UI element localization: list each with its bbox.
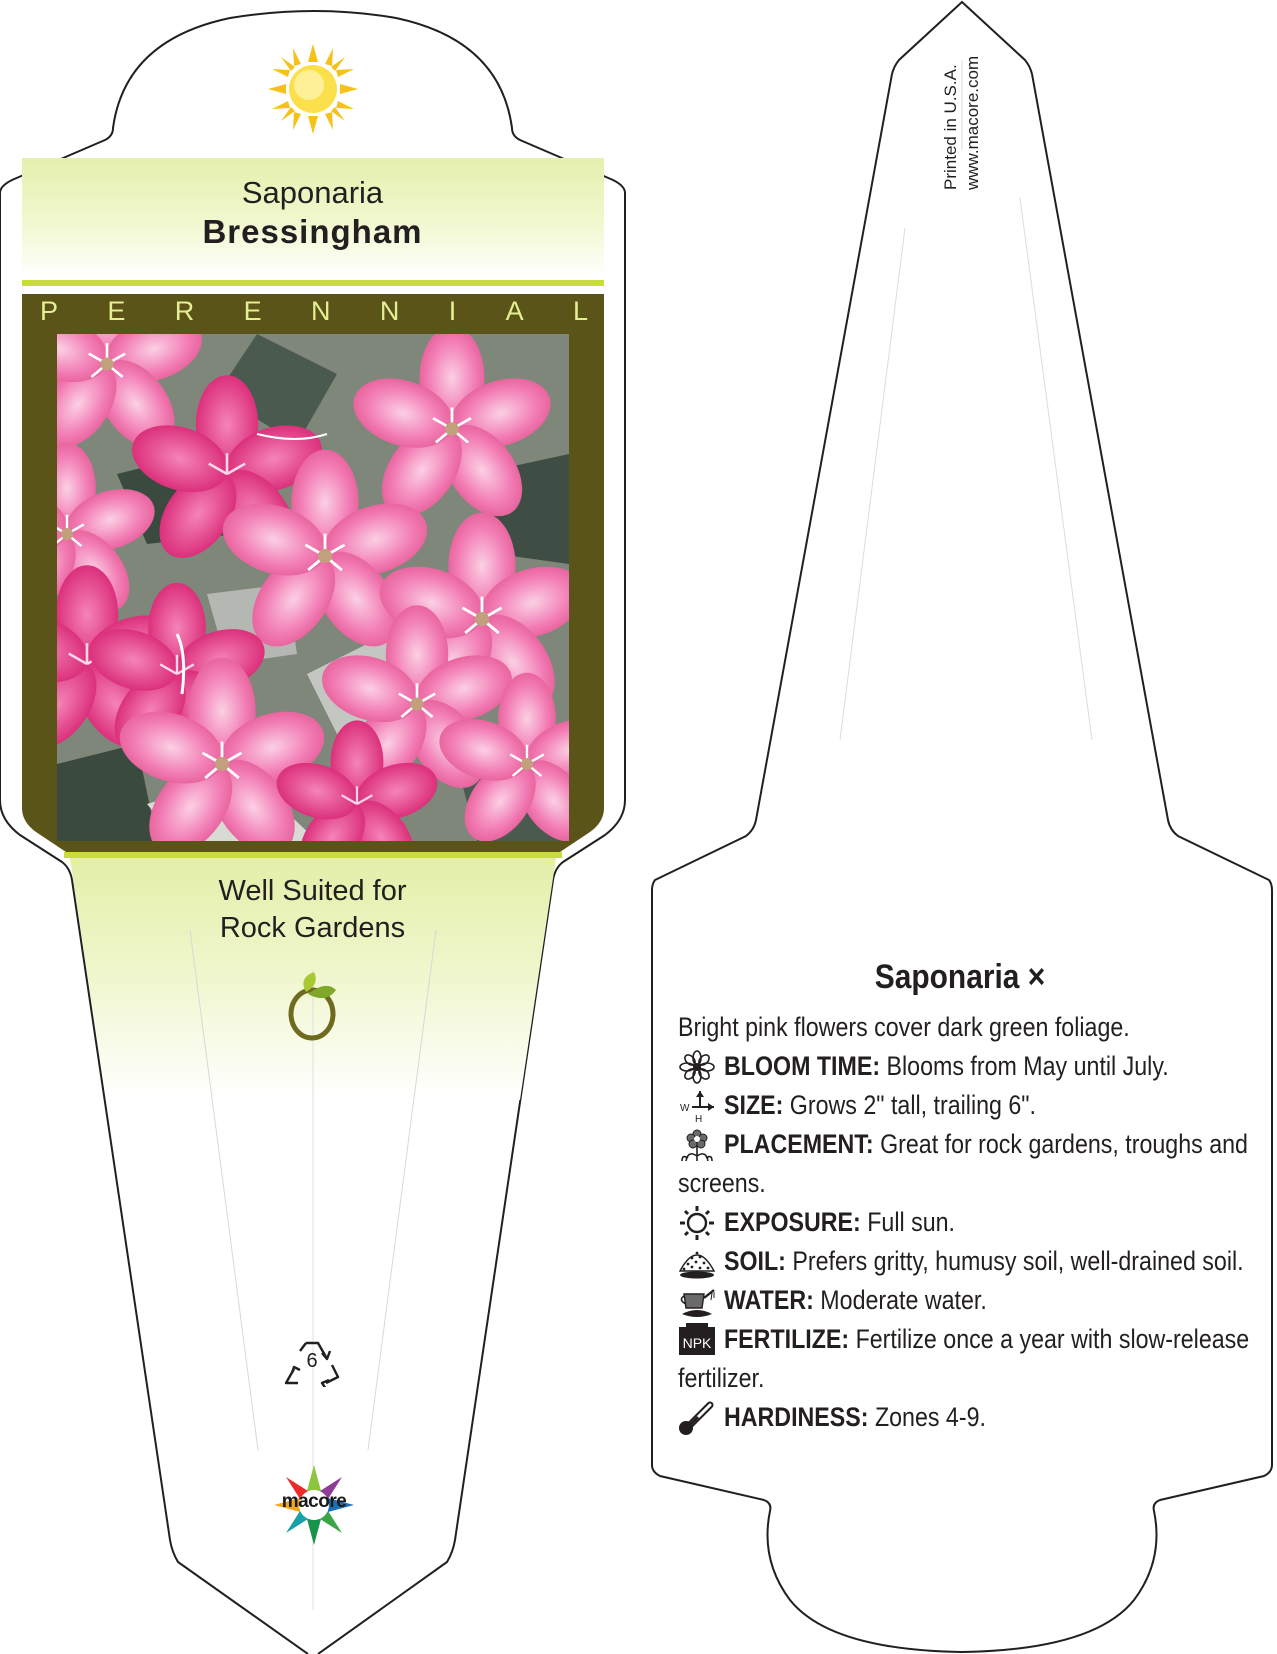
size-icon-w: W — [680, 1102, 690, 1114]
attribute-row — [678, 1047, 1252, 1086]
category-label — [40, 296, 588, 327]
sun-icon — [268, 44, 358, 134]
npk-label: NPK — [682, 1334, 712, 1351]
plant-variety-title: Bressingham — [202, 213, 423, 250]
category-letter: L — [572, 296, 588, 326]
watering-can-icon — [678, 1284, 716, 1318]
recycle-code: 6 — [306, 1350, 318, 1372]
attribute-label: PLACEMENT: — [724, 1129, 874, 1159]
soil-icon — [678, 1245, 716, 1279]
brand-name: macore — [281, 1491, 347, 1512]
size-icon — [678, 1089, 716, 1123]
category-letter: E — [107, 296, 126, 326]
flower-icon — [678, 1050, 716, 1084]
category-letter: I — [448, 296, 457, 326]
attribute-label: SIZE: — [724, 1090, 784, 1120]
attribute-row — [678, 1320, 1252, 1359]
attribute-value: Blooms from May until July. — [880, 1051, 1169, 1081]
category-letter: E — [243, 296, 262, 326]
printed-notice — [940, 56, 984, 190]
website: www.macore.com — [963, 55, 982, 190]
category-letter: R — [174, 296, 195, 326]
attribute-row — [678, 1242, 1252, 1281]
attribute-label: WATER: — [724, 1285, 814, 1315]
attribute-value: Moderate water. — [813, 1285, 987, 1315]
flower-photo — [57, 334, 569, 841]
attribute-value: Grows 2" tall, trailing 6". — [783, 1090, 1037, 1120]
size-icon-h: H — [695, 1113, 703, 1123]
attribute-row — [678, 1203, 1252, 1242]
attribute-label: SOIL: — [724, 1246, 786, 1276]
attribute-label: HARDINESS: — [724, 1402, 869, 1432]
plant-genus-title: Saponaria — [241, 175, 384, 210]
attribute-continuation: screens. — [678, 1168, 766, 1198]
thermometer-icon — [678, 1401, 716, 1435]
sun-icon — [678, 1206, 716, 1240]
category-letter: N — [379, 296, 400, 326]
attribute-value: Fertilize once a year with slow-release — [849, 1324, 1250, 1354]
npk-icon — [678, 1323, 716, 1357]
care-info — [678, 1008, 1252, 1437]
category-letter: A — [505, 296, 524, 326]
tagline-line: Rock Gardens — [219, 912, 406, 944]
attribute-row — [678, 1086, 1252, 1125]
attribute-value: Full sun. — [860, 1207, 955, 1237]
category-letter: P — [40, 296, 59, 326]
attribute-label: EXPOSURE: — [724, 1207, 861, 1237]
attribute-row — [678, 1398, 1252, 1437]
attribute-row — [678, 1281, 1252, 1320]
attribute-label: BLOOM TIME: — [724, 1051, 881, 1081]
category-letter: N — [310, 296, 331, 326]
tagline-line: Well Suited for — [218, 875, 407, 907]
attribute-value: Prefers gritty, humusy soil, well-drained soil. — [785, 1246, 1244, 1276]
attribute-value: Zones 4-9. — [868, 1402, 986, 1432]
printed-country: Printed in U.S.A. — [941, 64, 960, 190]
attribute-value: Great for rock gardens, troughs and — [873, 1129, 1248, 1159]
attribute-label: FERTILIZE: — [724, 1324, 850, 1354]
attribute-row — [678, 1125, 1252, 1164]
tagline — [120, 873, 505, 947]
attribute-continuation: fertilizer. — [678, 1363, 765, 1393]
back-title: Saponaria × — [874, 958, 1046, 996]
description: Bright pink flowers cover dark green foliage. — [678, 1012, 1130, 1042]
plant-placement-icon — [678, 1128, 716, 1162]
seedling-icon — [284, 970, 344, 1042]
